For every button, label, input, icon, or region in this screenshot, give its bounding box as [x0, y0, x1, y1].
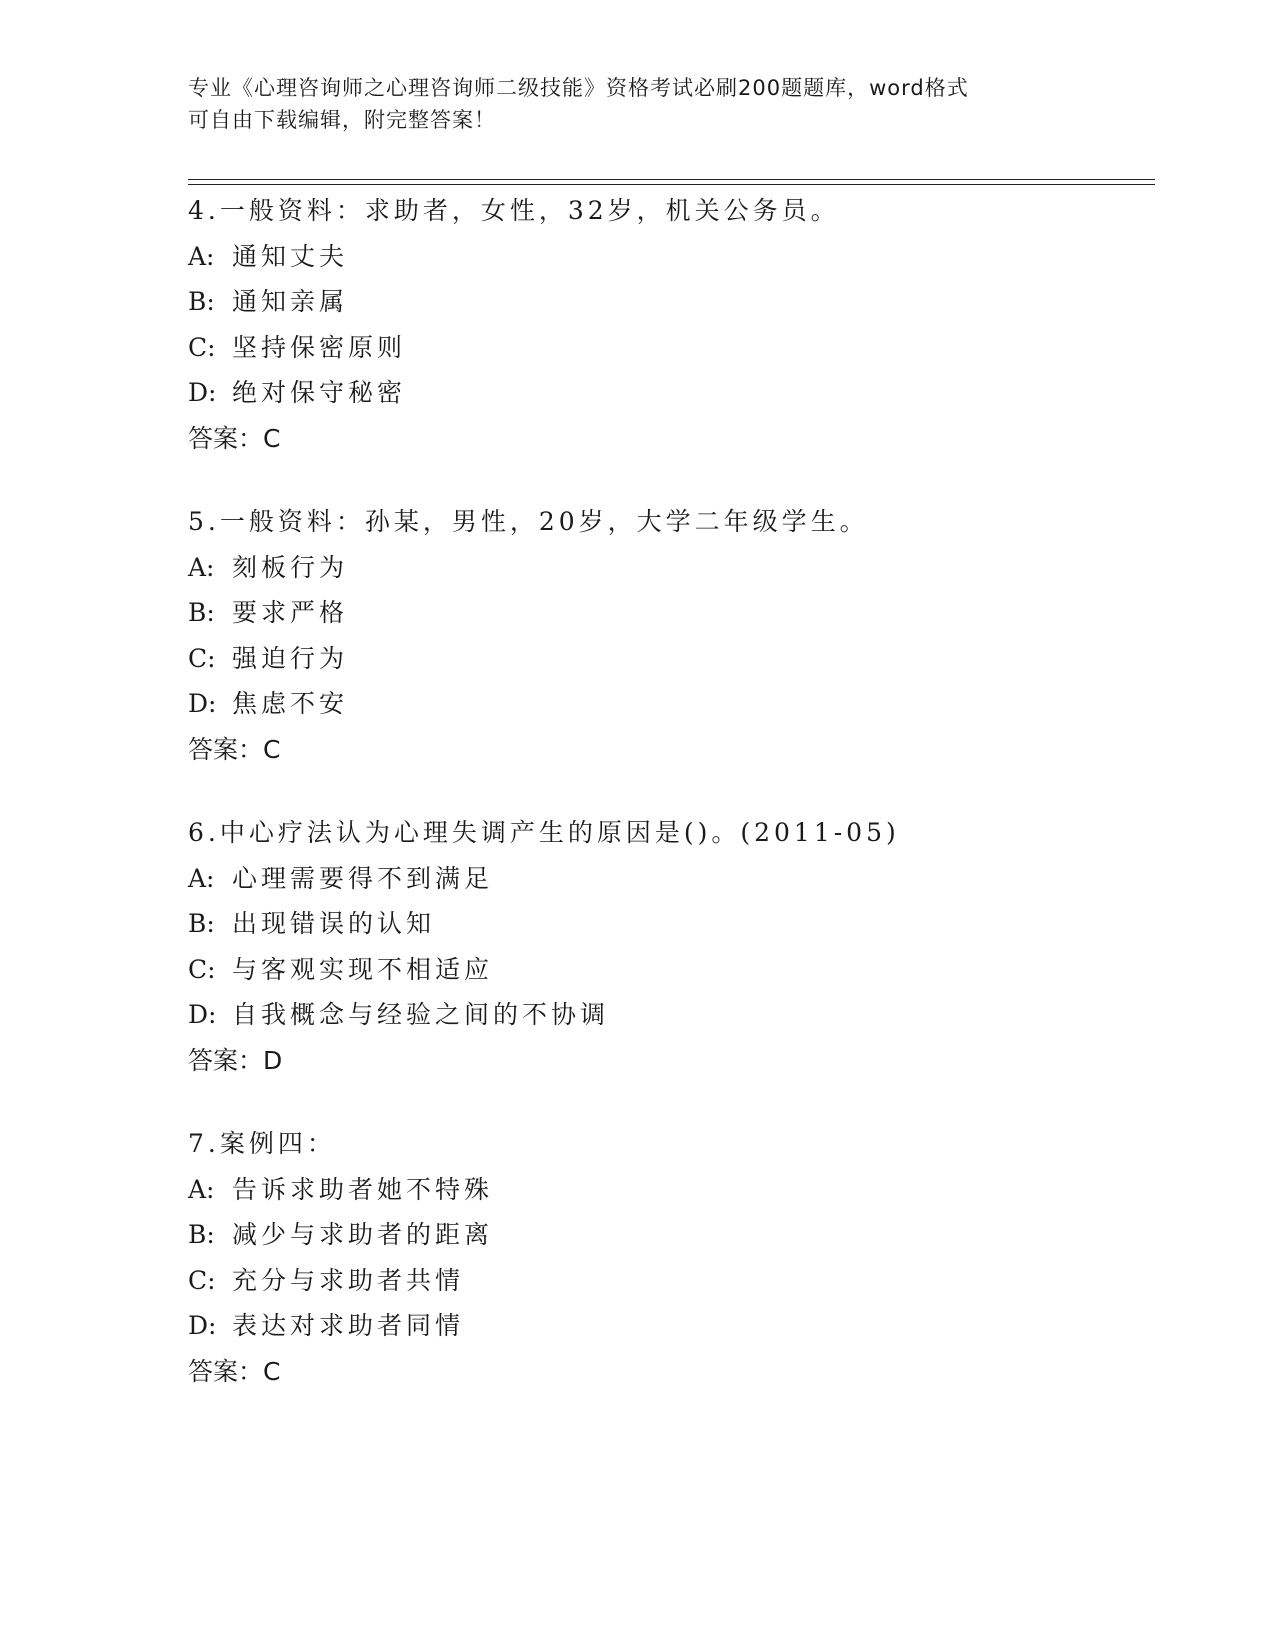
option-d: [188, 1303, 1168, 1349]
option-a: [188, 234, 1168, 280]
option-key: B:: [188, 909, 215, 938]
option-text: 表达对求助者同情: [232, 1311, 465, 1340]
question-item: [188, 499, 1168, 772]
option-key: C:: [188, 643, 216, 673]
answer-line: 答案：C: [188, 423, 281, 453]
option-text: 充分与求助者共情: [232, 1265, 465, 1295]
option-b: [188, 1212, 1168, 1258]
option-text: 心理需要得不到满足: [232, 863, 494, 893]
answer-line: 答案：D: [188, 1045, 283, 1075]
answer-line: 答案：C: [188, 1356, 281, 1386]
option-key: D:: [188, 1311, 217, 1340]
question-item: [188, 1121, 1168, 1394]
question-list: [188, 188, 1168, 1432]
option-text: 减少与求助者的距离: [232, 1220, 494, 1249]
option-c: [188, 636, 1168, 682]
option-b: [188, 279, 1168, 325]
option-a: [188, 545, 1168, 591]
option-key: C:: [188, 954, 216, 984]
option-text: 出现错误的认知: [232, 909, 436, 938]
answer-line: 答案：C: [188, 734, 281, 764]
question-stem: 4.一般资料：求助者，女性，32岁，机关公务员。: [188, 196, 840, 225]
option-key: C:: [188, 1265, 216, 1295]
option-c: [188, 325, 1168, 371]
question-item: [188, 810, 1168, 1083]
document-header: [188, 72, 1088, 136]
header-line-1: 专业《心理咨询师之心理咨询师二级技能》资格考试必刷200题题库，word格式: [188, 76, 969, 100]
option-d: [188, 681, 1168, 727]
option-text: 自我概念与经验之间的不协调: [232, 1000, 610, 1029]
option-text: 告诉求助者她不特殊: [232, 1174, 494, 1204]
option-c: [188, 947, 1168, 993]
option-text: 与客观实现不相适应: [232, 954, 494, 984]
option-text: 绝对保守秘密: [232, 378, 407, 407]
header-divider-bottom: [188, 184, 1155, 185]
question-stem: 7.案例四：: [188, 1129, 336, 1158]
option-text: 要求严格: [232, 598, 349, 627]
header-line-2: 可自由下载编辑，附完整答案！: [188, 108, 496, 132]
option-key: C:: [188, 332, 216, 362]
question-item: [188, 188, 1168, 461]
option-text: 焦虑不安: [232, 689, 349, 718]
option-a: [188, 856, 1168, 902]
option-key: B:: [188, 287, 215, 316]
option-key: A:: [188, 552, 215, 582]
option-key: A:: [188, 1174, 215, 1204]
option-key: B:: [188, 1220, 215, 1249]
option-b: [188, 590, 1168, 636]
option-key: D:: [188, 689, 217, 718]
header-divider-top: [188, 179, 1155, 180]
option-text: 强迫行为: [232, 643, 349, 673]
option-key: A:: [188, 241, 215, 271]
option-d: [188, 370, 1168, 416]
option-key: A:: [188, 863, 215, 893]
option-text: 坚持保密原则: [232, 332, 407, 362]
option-text: 通知亲属: [232, 287, 349, 316]
option-text: 通知丈夫: [232, 241, 349, 271]
option-key: B:: [188, 598, 215, 627]
question-stem: 5.一般资料：孙某，男性，20岁，大学二年级学生。: [188, 507, 869, 536]
option-key: D:: [188, 1000, 217, 1029]
option-b: [188, 901, 1168, 947]
option-d: [188, 992, 1168, 1038]
option-c: [188, 1258, 1168, 1304]
option-text: 刻板行为: [232, 552, 349, 582]
option-a: [188, 1167, 1168, 1213]
question-stem: 6.中心疗法认为心理失调产生的原因是()。(2011-05): [188, 818, 900, 847]
option-key: D:: [188, 378, 217, 407]
